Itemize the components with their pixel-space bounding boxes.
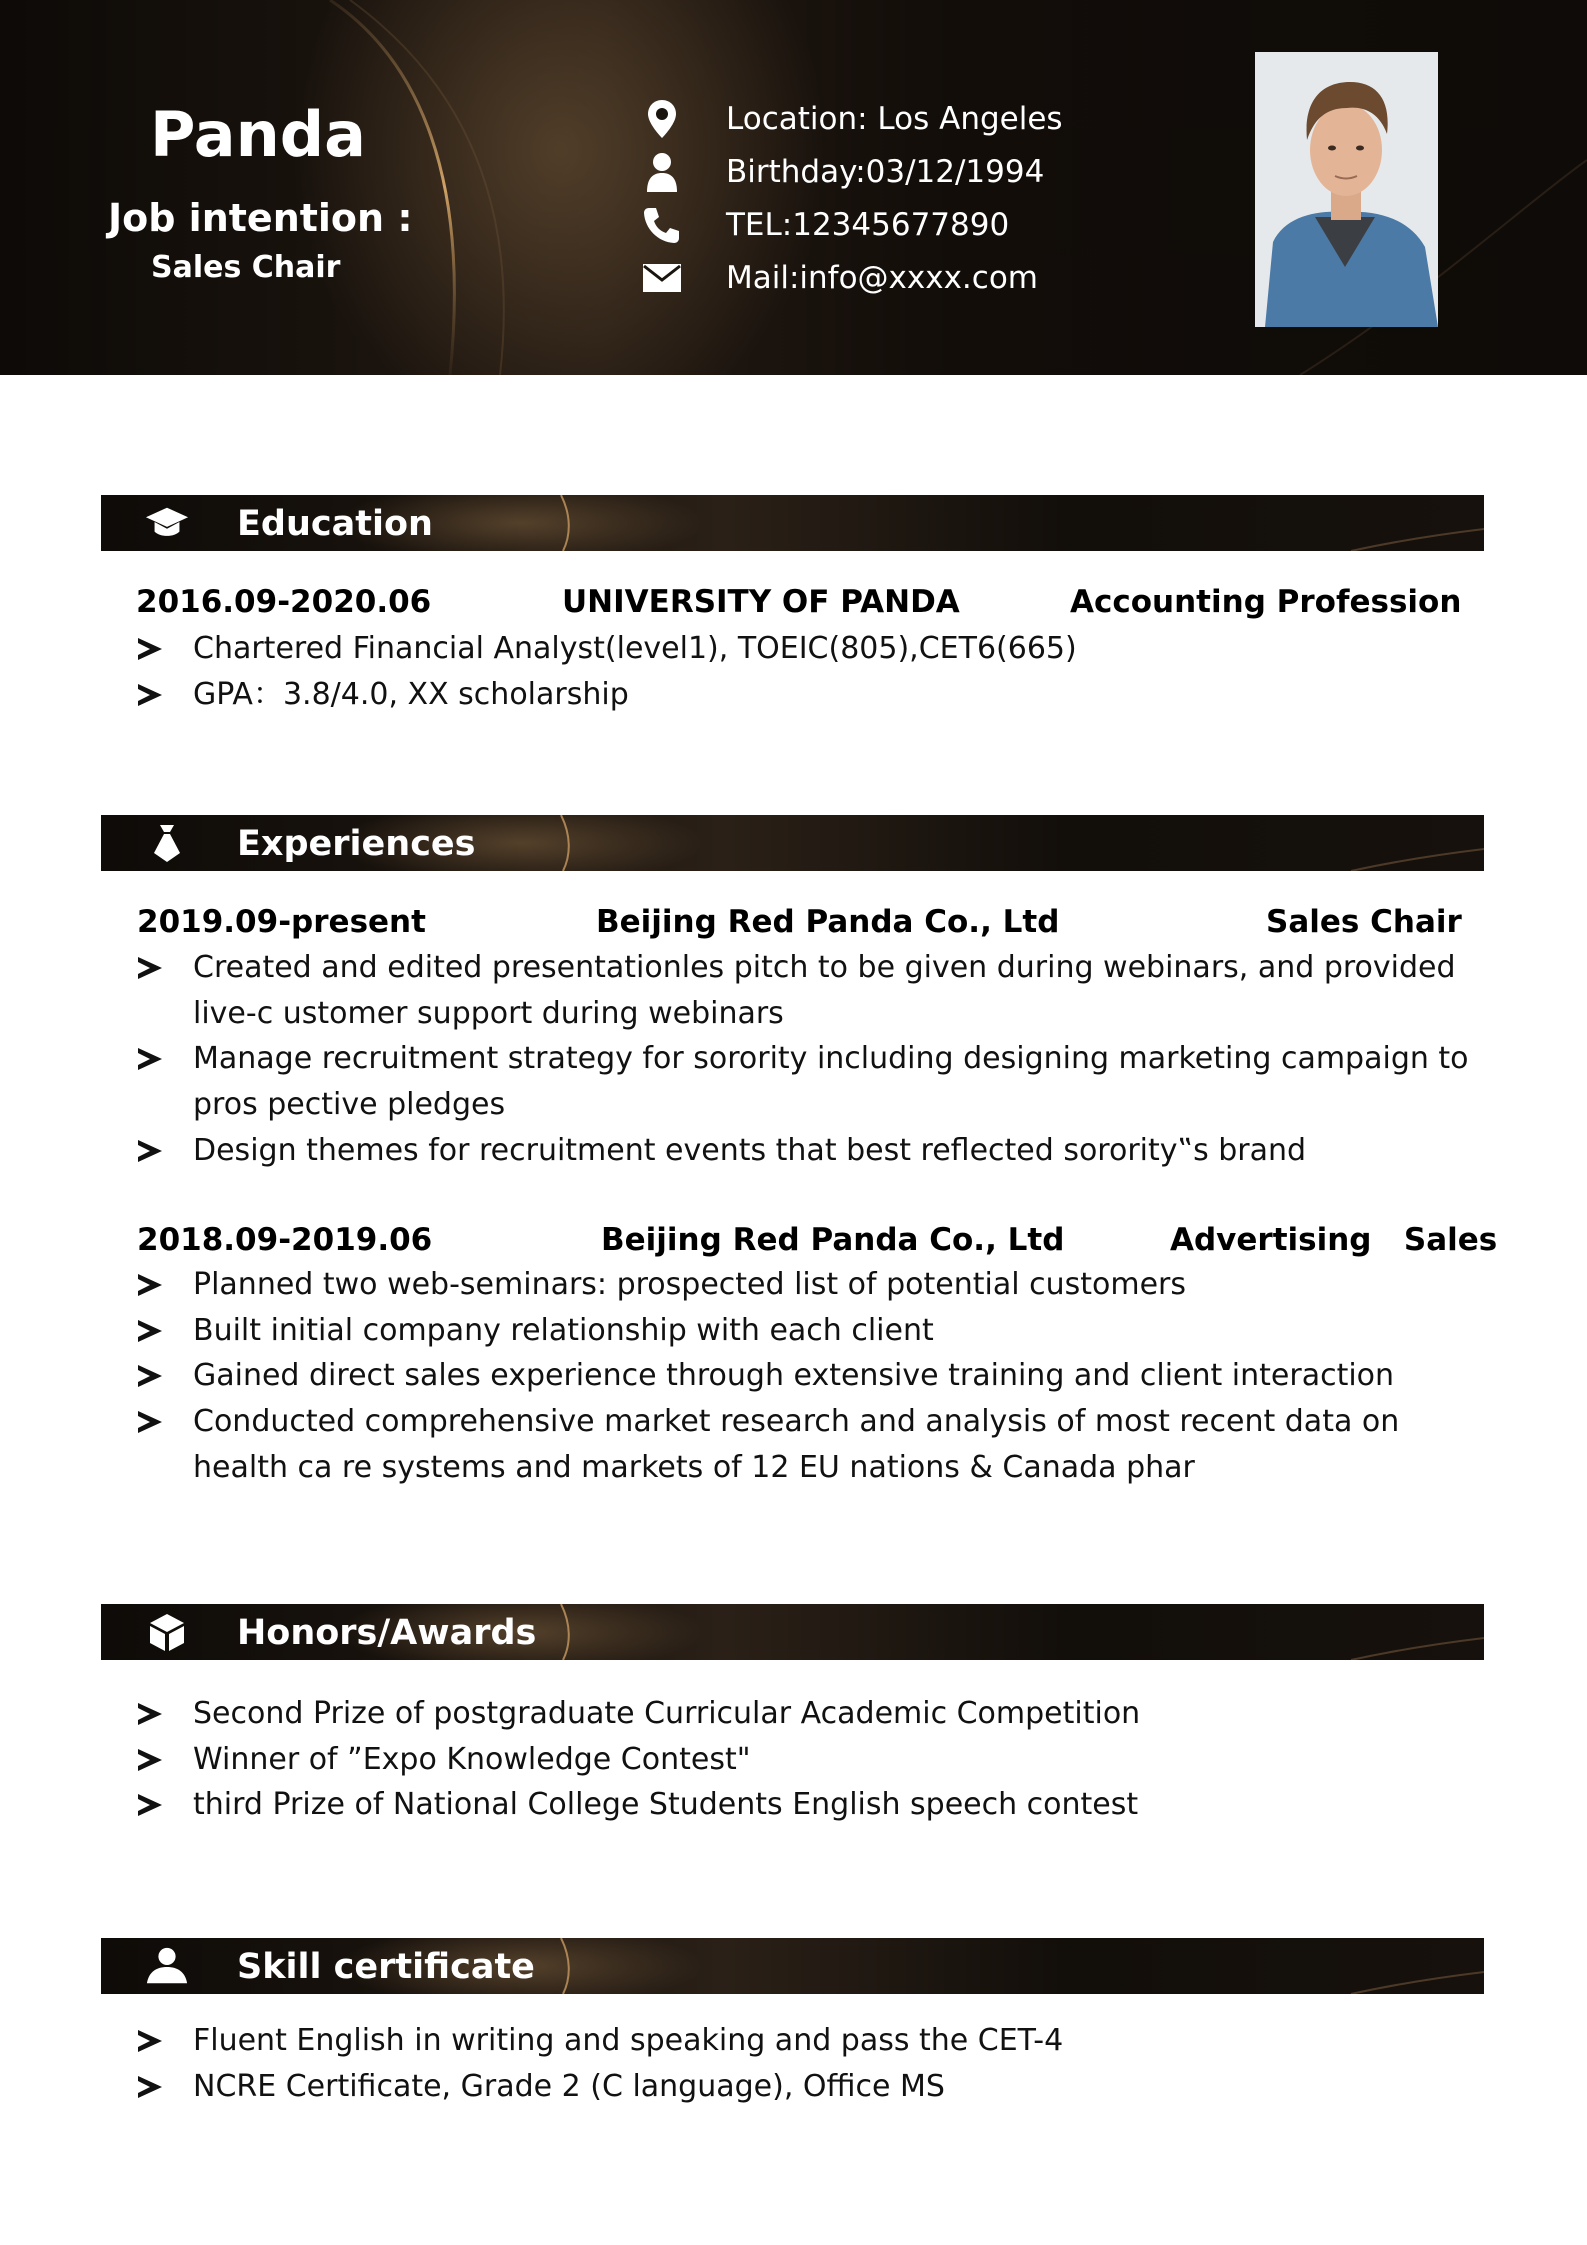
experience-1-date: 2019.09-present xyxy=(137,904,426,940)
list-item: Manage recruitment strategy for sorority including designing marketing campaign to pros pective pledges xyxy=(136,1036,1476,1127)
list-item: Created and edited presentationles pitch to be given during webinars, and provided live-c ustomer support during webinars xyxy=(136,945,1476,1036)
list-item: Fluent English in writing and speaking and pass the CET-4 xyxy=(136,2018,1466,2064)
arrow-bullet-icon xyxy=(138,638,162,660)
arrow-bullet-icon xyxy=(138,2030,162,2052)
list-item: Design themes for recruitment events that best reflected sorority‟s brand xyxy=(136,1128,1476,1174)
arrow-bullet-icon xyxy=(138,684,162,706)
experience-1-role: Sales Chair xyxy=(1266,904,1462,940)
section-title-honors: Honors/Awards xyxy=(237,1613,537,1653)
section-bar-skills xyxy=(101,1938,1484,1994)
experience-2-company: Beijing Red Panda Co., Ltd xyxy=(601,1222,1065,1258)
person-icon xyxy=(640,150,684,194)
mail-icon xyxy=(640,256,684,300)
contact-birthday-text: Birthday:03/12/1994 xyxy=(726,153,1045,190)
arrow-bullet-icon xyxy=(138,1140,162,1162)
tie-icon xyxy=(145,823,189,863)
phone-icon xyxy=(640,203,684,247)
list-item: Conducted comprehensive market research and analysis of most recent data on health ca re systems and markets of 12 EU nations & Canada phar xyxy=(136,1399,1476,1490)
list-item: Planned two web-seminars: prospected list of potential customers xyxy=(136,1262,1476,1308)
experience-2-date: 2018.09-2019.06 xyxy=(137,1222,433,1258)
contact-phone-text: TEL:12345677890 xyxy=(726,206,1010,243)
list-item: Built initial company relationship with each client xyxy=(136,1308,1476,1354)
arrow-bullet-icon xyxy=(138,2076,162,2098)
cube-icon xyxy=(145,1612,189,1652)
section-title-experiences: Experiences xyxy=(237,824,476,864)
job-intention-label: Job intention : xyxy=(108,196,413,240)
education-date: 2016.09-2020.06 xyxy=(136,584,432,620)
arrow-bullet-icon xyxy=(138,1365,162,1387)
graduation-cap-icon xyxy=(145,503,189,543)
list-item: Gained direct sales experience through extensive training and client interaction xyxy=(136,1353,1476,1399)
list-item: third Prize of National College Students English speech contest xyxy=(136,1782,1466,1828)
list-item: Winner of ”Expo Knowledge Contest" xyxy=(136,1737,1466,1783)
arrow-bullet-icon xyxy=(138,1703,162,1725)
user-icon xyxy=(145,1946,189,1986)
profile-photo xyxy=(1255,52,1438,327)
section-title-education: Education xyxy=(237,504,433,544)
job-intention-value: Sales Chair xyxy=(151,250,341,285)
contact-mail xyxy=(640,251,1063,304)
education-school: UNIVERSITY OF PANDA xyxy=(562,584,960,620)
education-major: Accounting Profession xyxy=(1070,584,1462,620)
contact-birthday xyxy=(640,145,1063,198)
arrow-bullet-icon xyxy=(138,1320,162,1342)
skills-bullet-list xyxy=(136,2018,1466,2109)
contact-list xyxy=(640,92,1063,304)
education-bullet-list xyxy=(136,626,1466,717)
arrow-bullet-icon xyxy=(138,957,162,979)
section-bar-experiences xyxy=(101,815,1484,871)
contact-phone xyxy=(640,198,1063,251)
arrow-bullet-icon xyxy=(138,1411,162,1433)
contact-mail-text: Mail:info@xxxx.com xyxy=(726,259,1038,296)
experience-2-role: Advertising Sales xyxy=(1170,1222,1498,1258)
arrow-bullet-icon xyxy=(138,1749,162,1771)
location-pin-icon xyxy=(640,97,684,141)
experience-1-company: Beijing Red Panda Co., Ltd xyxy=(596,904,1060,940)
experience-1-bullet-list xyxy=(136,945,1476,1174)
resume-header xyxy=(0,0,1587,375)
contact-location-text: Location: Los Angeles xyxy=(726,100,1063,137)
list-item: GPA：3.8/4.0, XX scholarship xyxy=(136,672,1466,718)
section-title-skills: Skill certificate xyxy=(237,1947,535,1987)
arrow-bullet-icon xyxy=(138,1274,162,1296)
honors-bullet-list xyxy=(136,1691,1466,1828)
contact-location xyxy=(640,92,1063,145)
section-bar-honors xyxy=(101,1604,1484,1660)
list-item: Chartered Financial Analyst(level1), TOEIC(805),CET6(665) xyxy=(136,626,1466,672)
candidate-name: Panda xyxy=(150,98,366,171)
arrow-bullet-icon xyxy=(138,1048,162,1070)
list-item: NCRE Certificate, Grade 2 (C language), Office MS xyxy=(136,2064,1466,2110)
experience-2-bullet-list xyxy=(136,1262,1476,1491)
list-item: Second Prize of postgraduate Curricular Academic Competition xyxy=(136,1691,1466,1737)
arrow-bullet-icon xyxy=(138,1794,162,1816)
section-bar-education xyxy=(101,495,1484,551)
